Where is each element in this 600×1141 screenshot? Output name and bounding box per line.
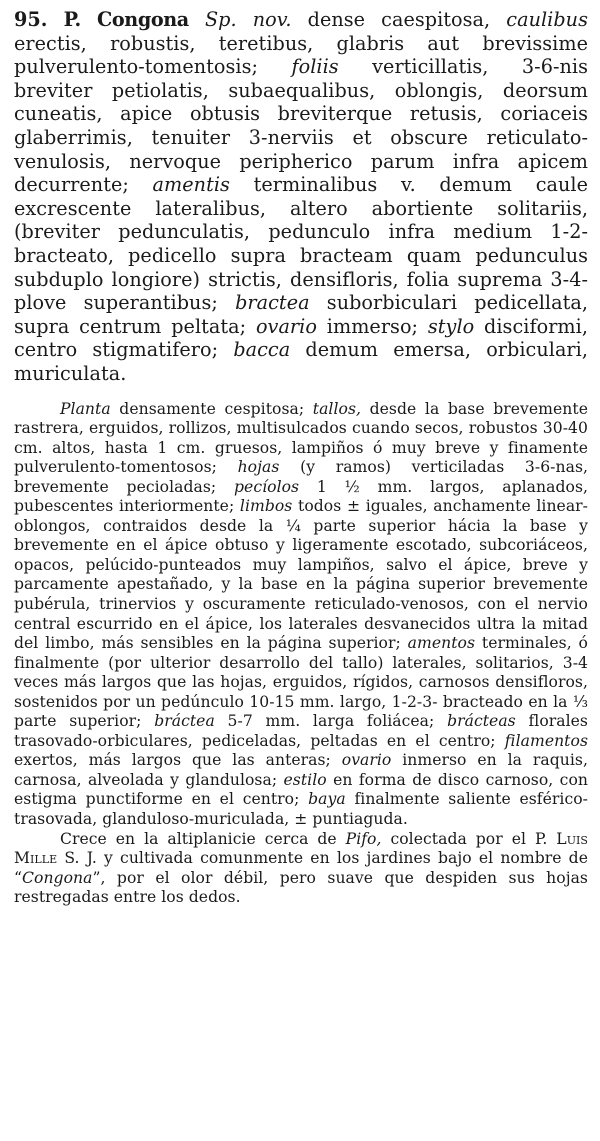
- latin-term: amentis: [152, 173, 230, 197]
- latin-text: erectis, robustis, teretibus, glabris aut brevissime pulverulento-tomentosis;: [14, 31, 588, 79]
- spanish-term: filamentos: [504, 731, 588, 750]
- spanish-text: exertos, más largos que las anteras;: [14, 751, 342, 770]
- species-authority: Sp. nov.: [204, 8, 292, 31]
- spanish-term: ovario: [341, 751, 392, 770]
- latin-text: dense caespitosa,: [307, 8, 507, 31]
- latin-text: demum emersa, orbiculari, muriculata.: [14, 338, 588, 385]
- latin-text: disciformi, centro stigmatifero;: [14, 314, 588, 362]
- spanish-term: pecíolos: [234, 477, 300, 496]
- spanish-text: (y ramos) verticiladas 3-6-nas, brevemente pecioladas;: [14, 458, 589, 496]
- spanish-text: 1 ½ mm. largos, aplanados, pubescentes interiormente;: [14, 477, 588, 516]
- spanish-term: tallos,: [312, 399, 362, 418]
- spanish-term: estilo: [283, 770, 327, 789]
- species-number: 95.: [14, 8, 48, 31]
- spanish-term: amentos: [407, 634, 476, 653]
- spanish-term: brácteas: [447, 712, 516, 731]
- latin-term: foliis: [291, 55, 339, 79]
- latin-term: stylo: [427, 314, 475, 338]
- habitat-text: Luis Mille: [14, 829, 589, 868]
- habitat-text: S. J. y cultivada comunmente en los jardines bajo el nombre de “: [14, 849, 588, 887]
- spanish-description: [14, 400, 588, 830]
- spanish-text: en forma de disco carnoso, con estigma punctiforme en el centro;: [14, 770, 588, 809]
- spanish-text: desde la base brevemente rastrera, erguidos, rollizos, multisulcados cuando secos, robustos 30-40 cm. altos, hasta 1 cm. gruesos, lampiños ó muy breve y finamente pulverulento-tomentosos;: [14, 399, 588, 477]
- latin-text: terminalibus v. demum caule excrescente lateralibus, altero abortiente solitariis, (breviter pedunculatis, pedunculo infra medium 1-2-bracteato, pedicello supra bracteam quam pedunculus subduplo longiore) strictis, densifloris, folia suprema 3-4-plove superantibus;: [14, 173, 588, 315]
- habitat-text: colectada por el P.: [381, 829, 557, 848]
- spanish-term: limbos: [239, 497, 293, 516]
- habitat-term: Congona: [22, 868, 93, 887]
- spanish-text: inmerso en la raquis, carnosa, alveolada y glandulosa;: [14, 751, 588, 789]
- habitat-paragraph: [14, 830, 588, 908]
- spanish-text: florales trasovado-orbiculares, pediceladas, peltadas en el centro;: [14, 712, 588, 750]
- spanish-text: 5-7 mm. larga foliácea;: [214, 712, 448, 731]
- latin-text: immerso;: [316, 314, 428, 338]
- latin-term: bractea: [235, 291, 310, 315]
- spanish-text: densamente cespitosa;: [110, 399, 313, 418]
- spanish-text: finalmente saliente esférico-trasovada, glanduloso-muriculada, ± puntiaguda.: [14, 790, 588, 828]
- habitat-text: ”, por el olor débil, pero suave que despiden sus hojas restregadas entre los dedos.: [14, 868, 588, 907]
- spanish-term: bráctea: [154, 712, 215, 731]
- spanish-term: baya: [308, 790, 346, 809]
- habitat-term: Pifo,: [345, 829, 382, 848]
- latin-term: bacca: [233, 338, 291, 362]
- latin-text: suborbiculari pedicellata, supra centrum peltata;: [14, 291, 588, 338]
- latin-text: verticillatis, 3-6-nis breviter petiolatis, subaequalibus, oblongis, deorsum cuneatis, apice obtusis breviterque retusis, coriaceis glaberrimis, tenuiter 3-nerviis et obscure reticulato-venulosis, nervoque peripherico parum infra apicem decurrente;: [14, 55, 588, 197]
- spanish-term: hojas: [237, 458, 280, 477]
- latin-term: caulibus: [506, 8, 588, 31]
- habitat-text: Crece en la altiplanicie cerca de: [60, 829, 346, 848]
- latin-term: ovario: [255, 314, 317, 338]
- spanish-text: todos ± iguales, anchamente linear-oblongos, contraidos desde la ¼ parte superior hácia la base y brevemente en el ápice obtuso y ligeramente escotado, subcoriáceos, opacos, pelúcido-punteados muy lampiños, salvo el ápice, breve y parcamente apestañado, y la base en la página superior brevemente pubérula, trinervios y oscuramente reticulado-venosos, con el nervio central escurrido en el ápice, los laterales desvanecidos ultra la mitad del limbo, más sensibles en la página superior;: [14, 497, 588, 653]
- species-name: P. Congona: [63, 8, 189, 31]
- latin-body: [14, 8, 588, 385]
- spanish-text: terminales, ó finalmente (por ulterior desarrollo del tallo) laterales, solitarios, 3-4 veces más largos que las hojas, erguidos, rígidos, carnosos densifloros, sostenidos por un pedúnculo 10-15 mm. largo, 1-2-3- bracteado en la ⅓ parte superior;: [14, 634, 588, 731]
- latin-description: [14, 8, 588, 386]
- spanish-term: Planta: [60, 399, 111, 418]
- document-page: [14, 8, 588, 908]
